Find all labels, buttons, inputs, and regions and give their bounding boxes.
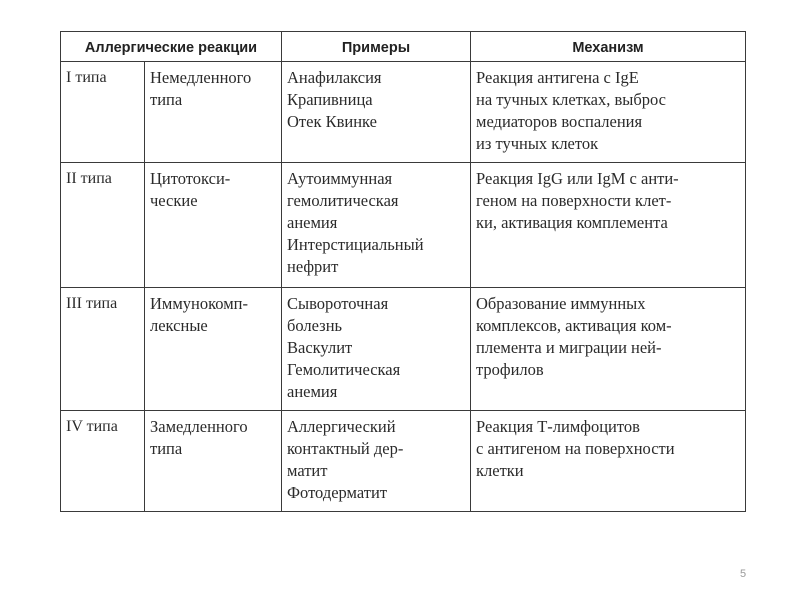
mechanism-cell (471, 288, 746, 411)
cell-line: Аутоиммунная (287, 169, 393, 188)
table-row (61, 411, 746, 512)
cell-line: Реакция антигена с IgE (476, 68, 639, 87)
cell-line: с антигеном на поверхности (476, 439, 675, 458)
reaction-name-cell (145, 62, 282, 163)
cell-line: Реакция Т-лимфоцитов (476, 417, 640, 436)
table-row (61, 288, 746, 411)
header-allergic-reactions: Аллергические реакции (61, 32, 282, 62)
cell-line: анемия (287, 213, 338, 232)
allergic-reactions-table (60, 31, 746, 512)
cell-line: Цитотокси- (150, 169, 231, 188)
page-number: 5 (740, 568, 747, 580)
cell-line: Анафилаксия (287, 68, 382, 87)
cell-line: на тучных клетках, выброс (476, 90, 666, 109)
reaction-type-cell: IV типа (61, 411, 145, 512)
cell-line: лексные (150, 316, 208, 335)
table-row (61, 163, 746, 288)
cell-line: племента и миграции ней- (476, 338, 662, 357)
mechanism-cell (471, 62, 746, 163)
cell-line: Аллергический (287, 417, 396, 436)
cell-line: ческие (150, 191, 198, 210)
examples-cell (282, 288, 471, 411)
table-row (61, 62, 746, 163)
cell-line: нефрит (287, 257, 339, 276)
cell-line: клетки (476, 461, 524, 480)
cell-line: матит (287, 461, 328, 480)
examples-cell (282, 62, 471, 163)
reaction-name-cell (145, 411, 282, 512)
cell-line: контактный дер- (287, 439, 404, 458)
cell-line: медиаторов воспаления (476, 112, 643, 131)
table-header-row (61, 32, 746, 62)
reaction-type-cell: II типа (61, 163, 145, 288)
reaction-type-cell: III типа (61, 288, 145, 411)
cell-line: болезнь (287, 316, 343, 335)
mechanism-cell (471, 411, 746, 512)
reaction-name-cell (145, 163, 282, 288)
reaction-name-cell (145, 288, 282, 411)
allergic-reactions-table-container (60, 31, 745, 512)
cell-line: Образование иммунных (476, 294, 646, 313)
cell-line: Васкулит (287, 338, 353, 357)
cell-line: геном на поверхности клет- (476, 191, 672, 210)
cell-line: типа (150, 439, 183, 458)
cell-line: ки, активация комплемента (476, 213, 668, 232)
cell-line: из тучных клеток (476, 134, 599, 153)
cell-line: Отек Квинке (287, 112, 377, 131)
examples-cell (282, 411, 471, 512)
cell-line: Реакция IgG или IgM с анти- (476, 169, 679, 188)
cell-line: Интерстициальный (287, 235, 424, 254)
cell-line: Гемолитическая (287, 360, 401, 379)
header-mechanism: Механизм (471, 32, 746, 62)
cell-line: Иммунокомп- (150, 294, 249, 313)
cell-line: анемия (287, 382, 338, 401)
examples-cell (282, 163, 471, 288)
cell-line: Сывороточная (287, 294, 389, 313)
cell-line: гемолитическая (287, 191, 399, 210)
header-examples: Примеры (282, 32, 471, 62)
cell-line: комплексов, активация ком- (476, 316, 672, 335)
mechanism-cell (471, 163, 746, 288)
reaction-type-cell: I типа (61, 62, 145, 163)
cell-line: Замедленного (150, 417, 248, 436)
cell-line: типа (150, 90, 183, 109)
cell-line: Немедленного (150, 68, 252, 87)
cell-line: Фотодерматит (287, 483, 388, 502)
cell-line: трофилов (476, 360, 544, 379)
cell-line: Крапивница (287, 90, 373, 109)
